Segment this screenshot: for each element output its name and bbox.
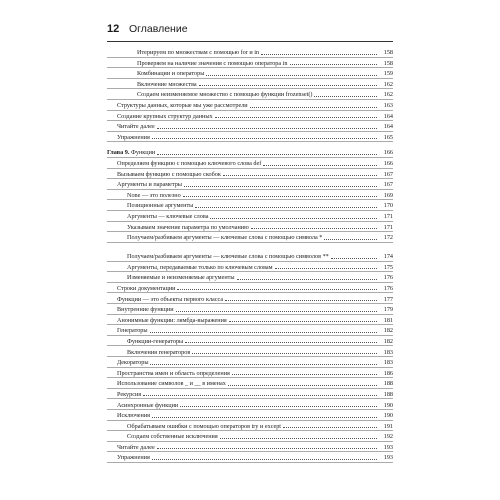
toc-page-number: 181 [383,316,393,324]
toc-entry-title: Генераторы [117,327,148,335]
toc-page-number: 164 [383,112,393,120]
toc-entry-title: Функции-генераторы [127,337,184,345]
toc-entry [107,179,393,190]
toc-entry [107,336,393,347]
toc-entry [107,89,393,100]
dot-leader [150,332,377,333]
dot-leader [225,300,377,301]
toc-page-number: 192 [383,433,393,441]
toc-entry-title: Комбинации и операторы [137,70,205,78]
toc-page-number: 188 [383,380,393,388]
toc-entry-title: Итерируем по множествам с помощью for и in [137,49,260,57]
toc-entry-title: Упражнения [117,454,150,462]
toc-entry [107,283,393,294]
toc-page-number: 186 [383,369,393,377]
toc-entry-title: Указываем значение параметра по умолчанию [127,223,249,231]
toc-entry [107,293,393,304]
toc-entry [107,211,393,222]
row-separator [107,141,393,142]
toc-entry [107,431,393,442]
toc-page-number: 166 [383,149,393,157]
toc-page-number: 182 [383,327,393,335]
dot-leader [150,364,377,365]
toc-page-number: 162 [383,80,393,88]
dot-leader [157,154,377,155]
dot-leader [263,165,377,166]
chapter-title: Функции [129,149,156,157]
toc-entry-title: Асинхронные функции [117,401,179,409]
toc-entry [107,315,393,326]
toc-page-number: 183 [383,359,393,367]
dot-leader [177,289,377,290]
page-title: Оглавление [129,23,188,35]
toc-page-number: 175 [383,263,393,271]
toc-entry [107,399,393,410]
toc-entry [107,190,393,201]
toc-page-number: 182 [383,337,393,345]
toc-entry-title: Вызываем функцию с помощью скобок [117,170,221,178]
dot-leader [184,186,377,187]
toc-entry-title: Внутренние функции [117,306,174,314]
toc-page-number: 158 [383,59,393,67]
toc-page-number: 158 [383,49,393,57]
toc-entry [107,79,393,90]
toc-page-number: 167 [383,170,393,178]
header-rule [107,41,393,42]
toc-page-number: 171 [383,223,393,231]
toc-entry [107,222,393,233]
toc-page-number: 166 [383,160,393,168]
toc-entry-title: Читайте далее [117,443,155,451]
toc-entry-title: Обрабатываем ошибки с помощью операторов try и except [127,422,282,430]
toc-entry [107,200,393,211]
toc-entry [107,121,393,132]
toc-entry-title: Определяем функцию с помощью ключевого слова def [117,160,262,168]
dot-leader [250,107,377,108]
toc-page-number: 179 [383,306,393,314]
toc-entry [107,158,393,169]
dot-leader [324,239,377,240]
dot-leader [275,268,377,269]
toc-page-number: 177 [383,295,393,303]
toc-page-number: 171 [383,213,393,220]
dot-leader [223,175,377,176]
toc-page-number: 167 [383,181,393,189]
dot-leader [143,395,377,396]
dot-leader [152,459,377,460]
toc-page-number: 170 [383,202,393,210]
toc-entry [107,68,393,79]
toc-entry [107,452,393,463]
toc-entry-title: Строки документации [117,284,176,292]
dot-leader [228,385,377,386]
toc-entry [107,378,393,389]
dot-leader [237,279,378,280]
toc-page-number: 176 [383,274,393,282]
toc-entry-title: Получаем/разбиваем аргументы — ключевые слова с помощью символа * [127,234,323,242]
dot-leader [152,138,377,139]
toc-entry [107,243,393,262]
table-of-contents [107,47,393,463]
dot-leader [183,196,377,197]
toc-entry [107,368,393,379]
dot-leader [232,374,377,375]
dot-leader [195,207,377,208]
toc-entry-title: Создание крупных структур данных [117,112,213,120]
toc-entry [107,410,393,421]
toc-entry [107,389,393,400]
toc-page-number: 183 [383,348,393,356]
toc-entry-title: Пространства имен и область определения [117,369,230,377]
row-separator [107,462,393,463]
toc-entry [107,169,393,180]
toc-page-number: 159 [383,70,393,78]
toc-page-number: 193 [383,443,393,451]
toc-entry-title: Создаем неизменяемое множество с помощью функции frozenset() [137,91,313,99]
toc-page-number: 174 [383,253,393,261]
toc-page-number: 169 [383,191,393,199]
toc-entry [107,58,393,69]
toc-entry-title: Создаем собственные исключения [127,433,218,441]
dot-leader [192,353,377,354]
dot-leader [331,258,377,259]
toc-entry [107,304,393,315]
page-number: 12 [107,23,120,35]
toc-entry [107,47,393,58]
toc-page-number: 188 [383,390,393,398]
toc-entry [107,442,393,453]
toc-entry-title [107,149,155,157]
toc-entry-title: Читайте далее [117,123,155,131]
toc-entry-title: Анонимные функции: лямбда-выражения [117,316,227,324]
dot-leader [176,311,377,312]
toc-entry-title: Включение множества [137,80,197,88]
toc-entry-title: Включения генераторов [127,348,191,356]
toc-entry-title: Изменяемые и неизменяемые аргументы [127,274,235,282]
dot-leader [185,342,377,343]
dot-leader [157,448,377,449]
toc-entry-title: Аргументы — ключевые слова [127,213,209,220]
toc-entry-title: Структуры данных, которые мы уже рассмотрели [117,102,248,110]
toc-page-number: 162 [383,91,393,99]
toc-entry-title: Исключения [117,412,151,420]
toc-entry [107,111,393,122]
toc-page-number: 193 [383,454,393,462]
dot-leader [157,128,377,129]
toc-page-number: 191 [383,422,393,430]
toc-entry-title: Использование символов _ и __ в именах [117,380,226,388]
toc-page-number: 190 [383,412,393,420]
dot-leader [220,438,377,439]
dot-leader [290,64,378,65]
dot-leader [261,54,377,55]
toc-entry [107,147,393,158]
toc-page-number: 172 [383,234,393,242]
toc-entry [107,272,393,283]
toc-page-number: 190 [383,401,393,409]
toc-entry [107,421,393,432]
toc-entry-title: Аргументы и параметры [117,181,182,189]
toc-entry-title: Функции — это объекты первого класса [117,295,224,303]
dot-leader [215,117,377,118]
toc-entry-title: Аргументы, передаваемые только по ключевым словам [127,263,273,271]
dot-leader [199,85,377,86]
toc-entry [107,357,393,368]
dot-leader [314,96,377,97]
toc-entry [107,325,393,336]
dot-leader [180,406,377,407]
toc-entry-title: Декораторы [117,359,149,367]
dot-leader [229,321,377,322]
toc-page-number: 164 [383,123,393,131]
dot-leader [283,427,377,428]
toc-entry [107,346,393,357]
toc-entry-title: None — это полезно [127,191,181,199]
toc-entry-title: Упражнения [117,133,150,141]
chapter-label: Глава 9. [107,149,130,157]
toc-entry [107,132,393,143]
toc-page-number: 165 [383,133,393,141]
page-header [107,23,393,39]
dot-leader [152,417,377,418]
toc-entry [107,262,393,273]
toc-entry-title: Позиционные аргументы [127,202,194,210]
toc-page-number: 176 [383,284,393,292]
toc-entry [107,232,393,243]
dot-leader [210,218,377,219]
toc-entry-title: Рекурсия [117,390,142,398]
toc-page-number: 163 [383,102,393,110]
dot-leader [206,75,377,76]
toc-entry-title: Проверяем на наличие значения с помощью оператора in [137,59,288,67]
dot-leader [251,228,377,229]
toc-entry-title: Получаем/разбиваем аргументы — ключевые слова с помощью символов ** [127,253,329,261]
toc-entry [107,100,393,111]
